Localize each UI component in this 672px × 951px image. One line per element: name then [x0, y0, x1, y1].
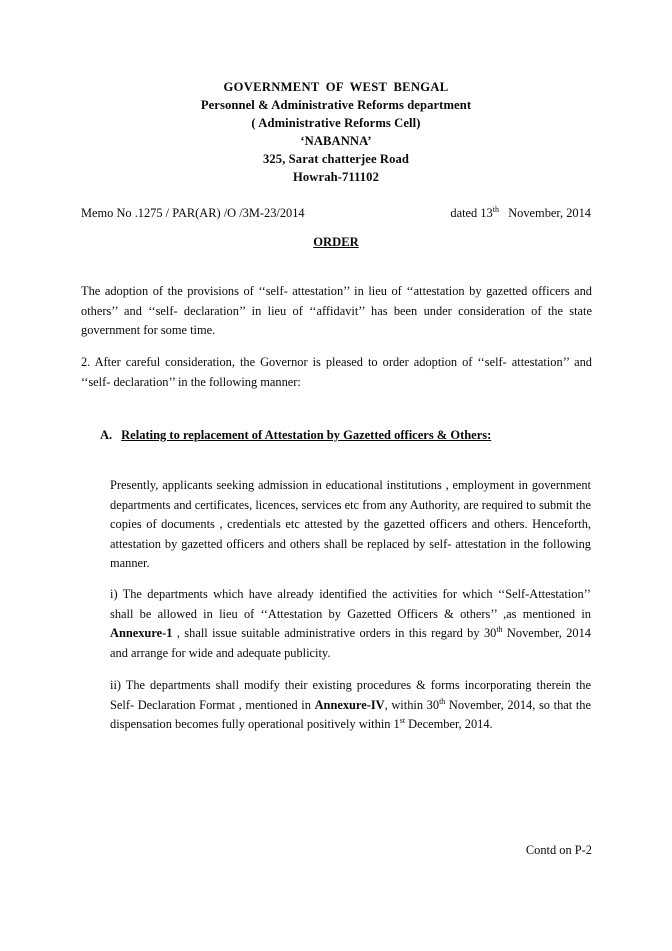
memo-date-suffix: November, 2014	[498, 206, 591, 220]
section-a-heading	[100, 426, 592, 444]
letterhead-line-building: ‘NABANNA’	[300, 134, 372, 148]
section-a-item-i	[110, 585, 591, 663]
section-a-title: Relating to replacement of Attestation by Gazetted officers & Others:	[121, 428, 492, 442]
item-i-annexure: Annexure-1	[110, 626, 173, 641]
item-ii-ordinal-2: st	[399, 716, 406, 726]
letterhead-line-government: GOVERNMENT OF WEST BENGAL	[223, 80, 449, 94]
item-ii-text-2: , within 30	[384, 697, 440, 712]
section-a-body: Presently, applicants seeking admission in educational institutions , employment in government departments and certificates, licences, services etc from any Authority, are required to submit the copies of documents , credentials etc attested by the gazetted officers and others. Henceforth, attestation by gazetted officers and others shall be replaced by self- attestation in the following manner.	[110, 478, 591, 571]
item-i-text-1: i) The departments which have already identified the activities for which ‘‘Self-Attestation’’ shall be allowed in lieu of ‘‘Attestation by Gazetted Officers & others’’ ,as mentioned in	[110, 587, 591, 621]
paragraph-governor-order: 2. After careful consideration, the Governor is pleased to order adoption of ‘‘self- attestation’’ and ‘‘self- declaration’’ in the following manner:	[81, 355, 592, 389]
memo-line	[81, 205, 591, 221]
order-heading	[0, 235, 672, 250]
memo-date	[450, 205, 591, 221]
section-a-marker: A.	[100, 428, 113, 442]
item-ii-text-3: November, 2014, so that the dispensation becomes fully operational positively within 1	[110, 697, 591, 732]
letterhead-line-city: Howrah-711102	[293, 170, 379, 184]
item-i-text-3: November, 2014 and arrange for wide and adequate publicity.	[110, 626, 591, 660]
memo-number: Memo No .1275 / PAR(AR) /O /3M-23/2014	[81, 206, 305, 220]
order-heading-text: ORDER	[313, 235, 359, 249]
item-i-ordinal: th	[496, 625, 503, 635]
letterhead-line-cell: ( Administrative Reforms Cell)	[251, 116, 421, 130]
item-ii-ordinal-1: th	[439, 696, 446, 706]
item-i-text-2: , shall issue suitable administrative orders in this regard by 30	[172, 626, 497, 641]
section-a-item-ii	[110, 676, 591, 735]
memo-date-ordinal: th	[492, 204, 499, 214]
item-ii-text-1: ii) The departments shall modify their existing procedures & forms incorporating therein the Self- Declaration Format , mentioned in	[110, 678, 591, 712]
memo-date-prefix: dated 13	[450, 206, 493, 220]
letterhead-line-department: Personnel & Administrative Reforms department	[200, 98, 472, 112]
item-ii-annexure: Annexure-IV	[314, 697, 385, 712]
letterhead	[0, 78, 672, 186]
paragraph-intro: The adoption of the provisions of ‘‘self- attestation’’ in lieu of ‘‘attestation by gazetted officers and others’’ and ‘‘self- declaration’’ in lieu of ‘‘affidavit’’ has been under consideration of the state government for some time.	[81, 284, 592, 338]
page-footer: Contd on P-2	[525, 843, 592, 857]
item-ii-text-4: December, 2014.	[405, 717, 493, 732]
letterhead-line-street: 325, Sarat chatterjee Road	[263, 152, 409, 166]
